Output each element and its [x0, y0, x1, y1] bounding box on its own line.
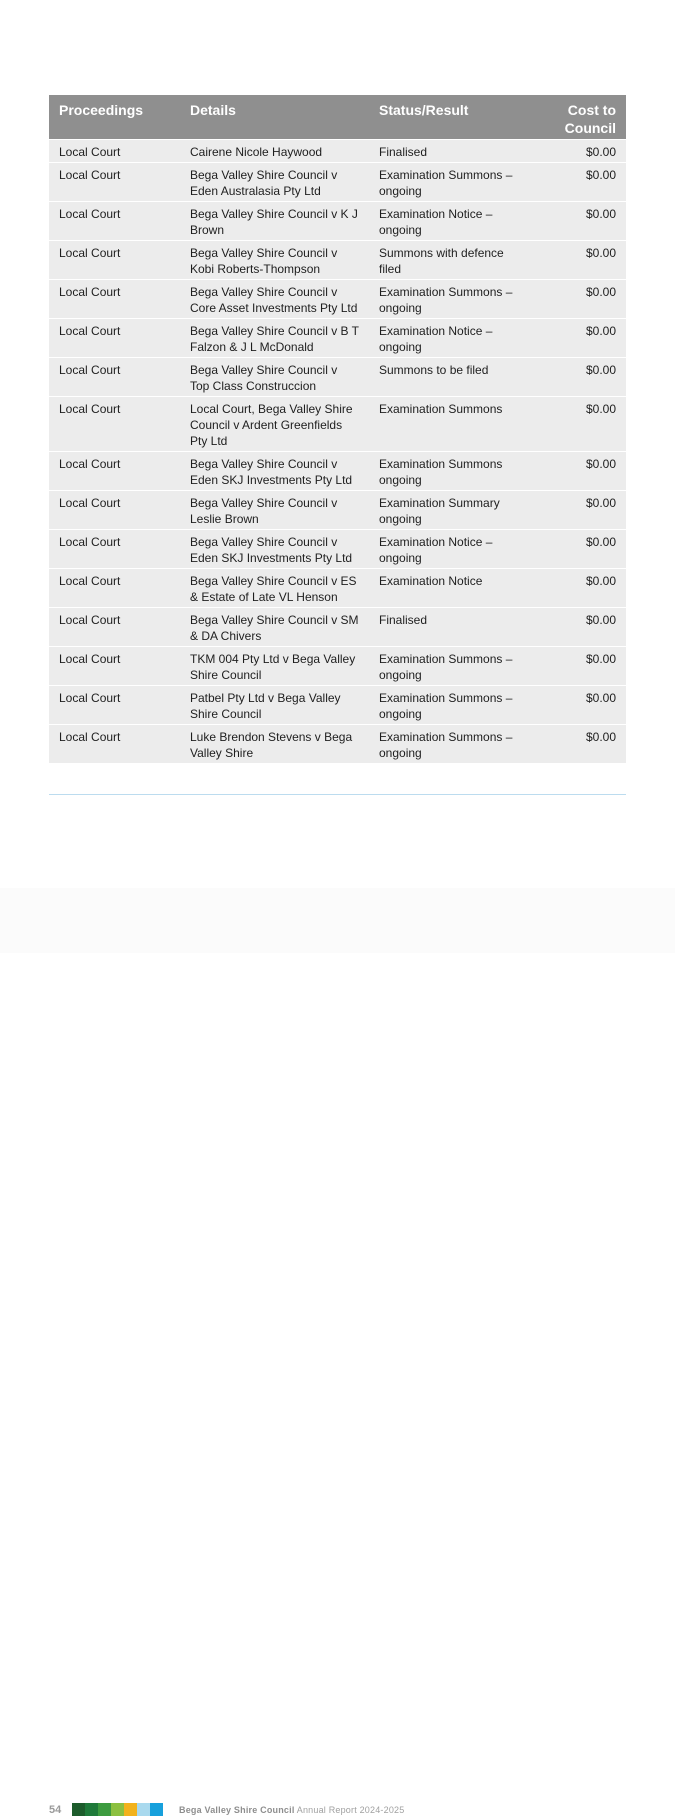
cell-status: Examination Notice – ongoing — [369, 202, 534, 241]
color-swatch — [111, 1803, 124, 1816]
cell-proceedings: Local Court — [49, 241, 180, 280]
cell-details: Bega Valley Shire Council v K J Brown — [180, 202, 369, 241]
cell-details: Bega Valley Shire Council v Eden SKJ Investments Pty Ltd — [180, 530, 369, 569]
cell-cost: $0.00 — [534, 725, 626, 764]
color-swatch — [98, 1803, 111, 1816]
color-swatch — [124, 1803, 137, 1816]
table-row — [49, 647, 626, 686]
color-swatch — [85, 1803, 98, 1816]
cell-status: Examination Summons – ongoing — [369, 163, 534, 202]
footer-title — [179, 1805, 404, 1815]
cell-cost: $0.00 — [534, 686, 626, 725]
cell-proceedings: Local Court — [49, 608, 180, 647]
cell-proceedings: Local Court — [49, 452, 180, 491]
cell-proceedings: Local Court — [49, 140, 180, 163]
table-row — [49, 725, 626, 764]
header-cost-line2: Council — [564, 120, 616, 136]
cell-status: Examination Summons – ongoing — [369, 647, 534, 686]
color-swatch — [72, 1803, 85, 1816]
cell-proceedings: Local Court — [49, 280, 180, 319]
cell-status: Examination Summons – ongoing — [369, 686, 534, 725]
cell-details: Bega Valley Shire Council v Eden Australasia Pty Ltd — [180, 163, 369, 202]
cell-status: Finalised — [369, 140, 534, 163]
cell-details: Bega Valley Shire Council v SM & DA Chivers — [180, 608, 369, 647]
cell-proceedings: Local Court — [49, 319, 180, 358]
cell-cost: $0.00 — [534, 491, 626, 530]
table-row — [49, 530, 626, 569]
cell-details: Cairene Nicole Haywood — [180, 140, 369, 163]
cell-details: Bega Valley Shire Council v Eden SKJ Investments Pty Ltd — [180, 452, 369, 491]
cell-cost: $0.00 — [534, 530, 626, 569]
cell-proceedings: Local Court — [49, 491, 180, 530]
cell-proceedings: Local Court — [49, 686, 180, 725]
brand-color-bar — [72, 1803, 163, 1816]
cell-proceedings: Local Court — [49, 725, 180, 764]
header-proceedings: Proceedings — [49, 95, 180, 140]
proceedings-table — [49, 95, 626, 763]
table-row — [49, 491, 626, 530]
cell-details: Bega Valley Shire Council v ES & Estate of Late VL Henson — [180, 569, 369, 608]
table-row — [49, 686, 626, 725]
table-row — [49, 358, 626, 397]
proceedings-table-container — [49, 95, 626, 763]
cell-status: Summons with defence filed — [369, 241, 534, 280]
cell-proceedings: Local Court — [49, 530, 180, 569]
cell-details: Bega Valley Shire Council v Kobi Roberts-Thompson — [180, 241, 369, 280]
cell-status: Examination Notice – ongoing — [369, 530, 534, 569]
cell-status: Finalised — [369, 608, 534, 647]
table-row — [49, 608, 626, 647]
table-body — [49, 140, 626, 764]
cell-cost: $0.00 — [534, 202, 626, 241]
divider-line — [49, 794, 626, 795]
header-cost — [534, 95, 626, 140]
cell-details: Bega Valley Shire Council v Leslie Brown — [180, 491, 369, 530]
cell-details: Local Court, Bega Valley Shire Council v Ardent Greenfields Pty Ltd — [180, 397, 369, 452]
table-row — [49, 397, 626, 452]
cell-proceedings: Local Court — [49, 569, 180, 608]
cell-cost: $0.00 — [534, 647, 626, 686]
page-number: 54 — [49, 1804, 62, 1816]
cell-details: Luke Brendon Stevens v Bega Valley Shire — [180, 725, 369, 764]
header-details: Details — [180, 95, 369, 140]
cell-cost: $0.00 — [534, 569, 626, 608]
cell-cost: $0.00 — [534, 163, 626, 202]
cell-status: Examination Notice — [369, 569, 534, 608]
cell-status: Examination Summons – ongoing — [369, 725, 534, 764]
cell-status: Examination Notice – ongoing — [369, 319, 534, 358]
cell-status: Summons to be filed — [369, 358, 534, 397]
cell-proceedings: Local Court — [49, 358, 180, 397]
cell-cost: $0.00 — [534, 241, 626, 280]
table-row — [49, 241, 626, 280]
header-status: Status/Result — [369, 95, 534, 140]
table-row — [49, 569, 626, 608]
cell-proceedings: Local Court — [49, 647, 180, 686]
cell-details: Bega Valley Shire Council v Core Asset Investments Pty Ltd — [180, 280, 369, 319]
cell-status: Examination Summons ongoing — [369, 452, 534, 491]
color-swatch — [150, 1803, 163, 1816]
color-swatch — [137, 1803, 150, 1816]
table-row — [49, 280, 626, 319]
cell-cost: $0.00 — [534, 452, 626, 491]
cell-details: Bega Valley Shire Council v B T Falzon & J L McDonald — [180, 319, 369, 358]
cell-cost: $0.00 — [534, 319, 626, 358]
footer-report: Annual Report 2024-2025 — [296, 1805, 405, 1815]
cell-proceedings: Local Court — [49, 163, 180, 202]
table-row — [49, 319, 626, 358]
cell-cost: $0.00 — [534, 280, 626, 319]
cell-status: Examination Summons — [369, 397, 534, 452]
cell-status: Examination Summons – ongoing — [369, 280, 534, 319]
cell-details: TKM 004 Pty Ltd v Bega Valley Shire Council — [180, 647, 369, 686]
table-row — [49, 452, 626, 491]
header-cost-line1: Cost to — [567, 102, 616, 118]
table-row — [49, 202, 626, 241]
cell-details: Bega Valley Shire Council v Top Class Construccion — [180, 358, 369, 397]
table-header-row — [49, 95, 626, 140]
cell-cost: $0.00 — [534, 140, 626, 163]
cell-cost: $0.00 — [534, 608, 626, 647]
cell-details: Patbel Pty Ltd v Bega Valley Shire Council — [180, 686, 369, 725]
cell-cost: $0.00 — [534, 358, 626, 397]
table-row — [49, 163, 626, 202]
cell-status: Examination Summary ongoing — [369, 491, 534, 530]
page-footer — [0, 888, 675, 1816]
cell-proceedings: Local Court — [49, 202, 180, 241]
footer-organisation: Bega Valley Shire Council — [179, 1805, 295, 1815]
table-row — [49, 140, 626, 163]
cell-proceedings: Local Court — [49, 397, 180, 452]
cell-cost: $0.00 — [534, 397, 626, 452]
